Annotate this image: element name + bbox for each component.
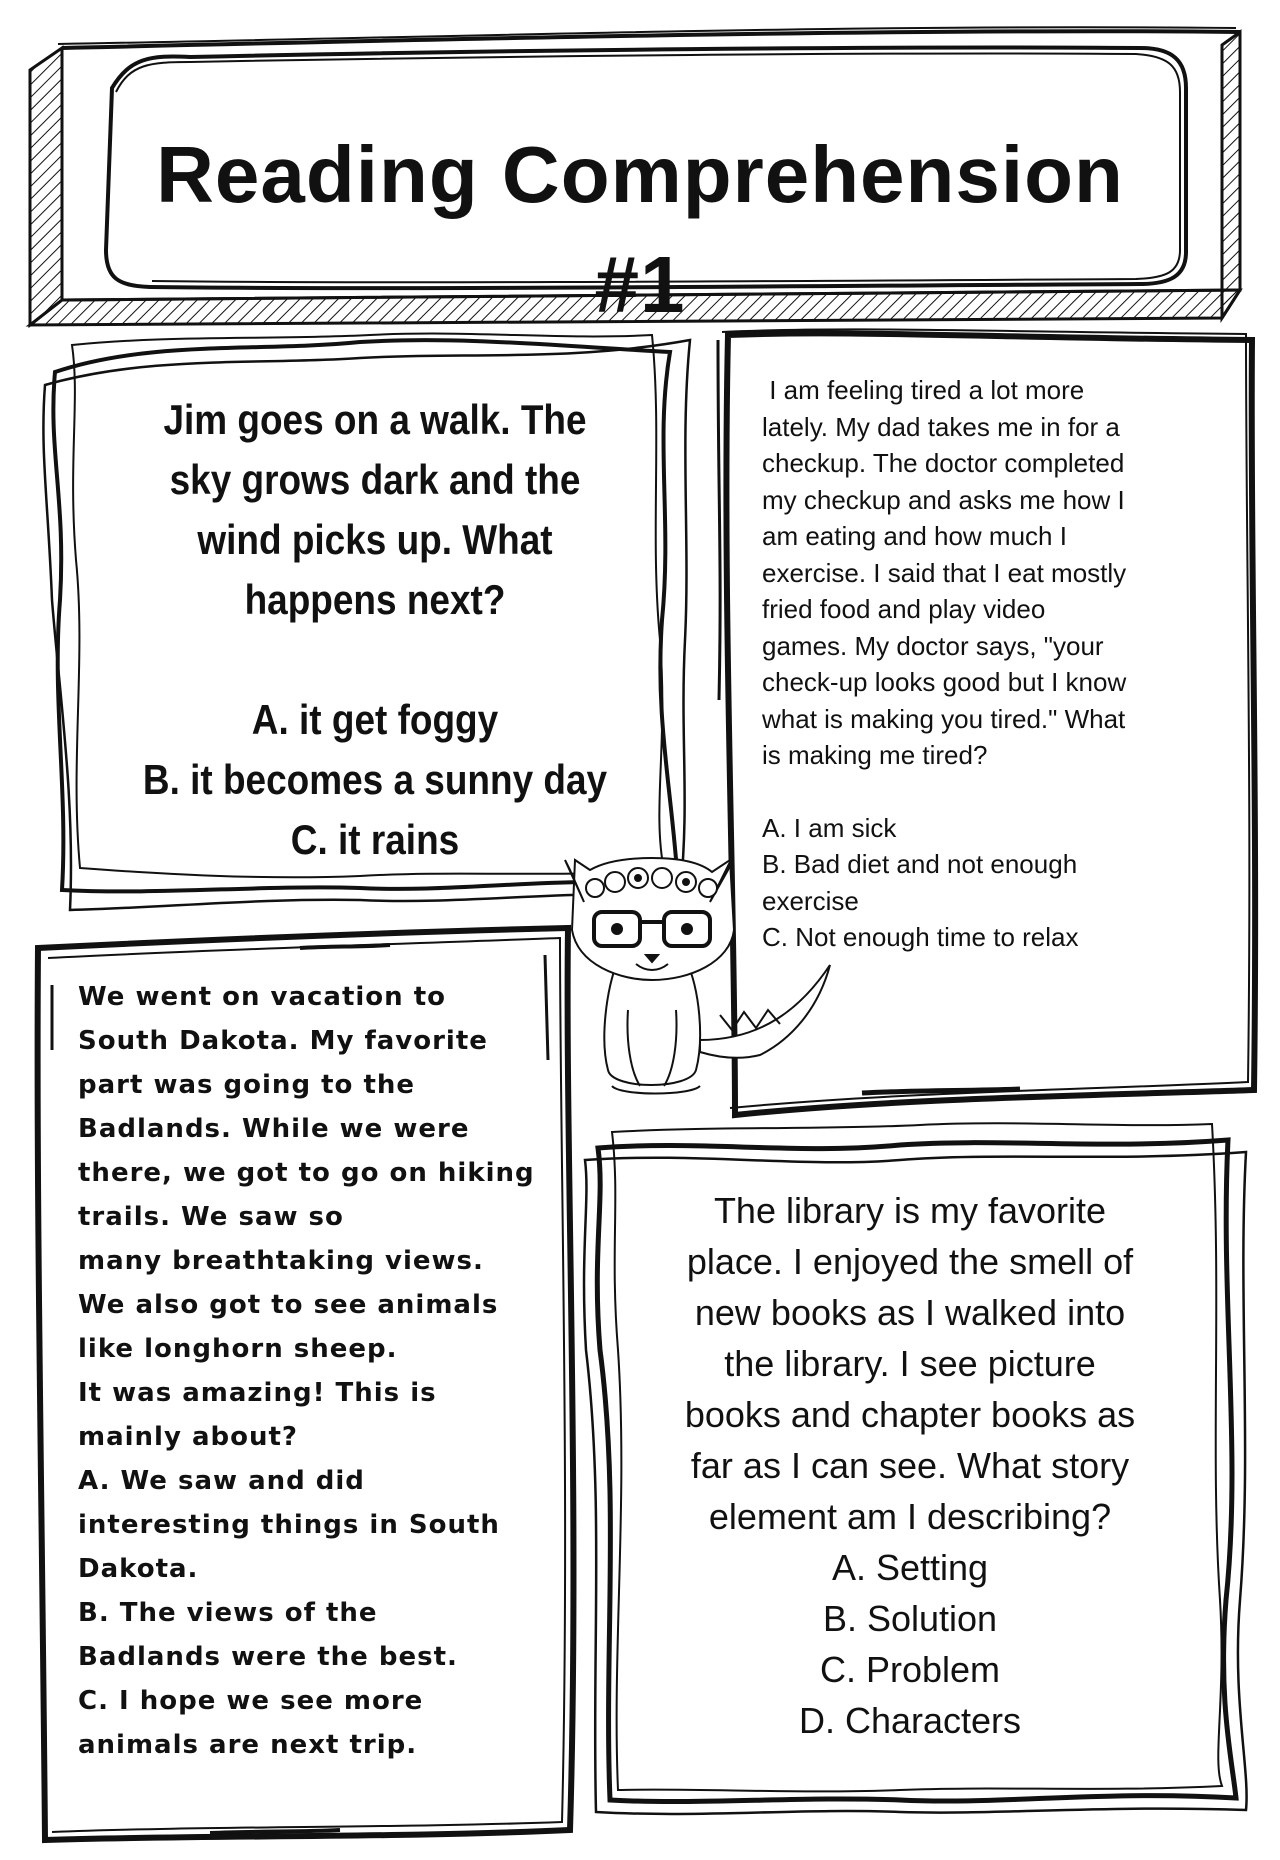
passage-line: fried food and play video: [762, 594, 1046, 624]
passage-line: place. I enjoyed the smell of: [686, 1241, 1134, 1282]
answer-option-b-continued: Badlands were the best.: [78, 1642, 458, 1672]
passage-line: We went on vacation to: [78, 982, 447, 1012]
passage-line: the library. I see picture: [724, 1343, 1096, 1384]
passage-line: many breathtaking views.: [78, 1246, 484, 1276]
passage-line: element am I describing?: [708, 1496, 1112, 1537]
passage-line: like longhorn sheep.: [78, 1334, 398, 1364]
answer-option-a: A. We saw and did: [78, 1466, 365, 1496]
passage-line: The library is my favorite: [713, 1190, 1107, 1231]
passage-line: It was amazing! This is: [78, 1378, 437, 1408]
passage-line: checkup. The doctor completed: [762, 448, 1125, 478]
passage-line: games. My doctor says, "your: [762, 630, 1104, 661]
passage-line: exercise. I said that I eat mostly: [762, 557, 1127, 588]
answer-option-a-continued: interesting things in South: [78, 1510, 500, 1540]
answer-option-b: B. Solution: [822, 1598, 998, 1639]
passage-line: trails. We saw so: [78, 1202, 344, 1232]
passage-line: books and chapter books as: [684, 1394, 1136, 1435]
answer-option-a: A. I am sick: [762, 812, 897, 843]
passage-line: Badlands. While we were: [78, 1114, 470, 1144]
passage-line: mainly about?: [78, 1422, 299, 1452]
passage-line: Jim goes on a walk. The: [163, 396, 587, 443]
passage-line: new books as I walked into: [694, 1292, 1126, 1333]
answer-option-a: A. Setting: [831, 1547, 989, 1588]
passage-line: wind picks up. What: [197, 516, 553, 563]
question3-card: [78, 975, 578, 1767]
answer-option-b: B. The views of the: [78, 1598, 378, 1628]
answer-option-c-continued: animals are next trip.: [78, 1730, 418, 1760]
question2-card: [762, 372, 1222, 956]
answer-option-b: B. it becomes a sunny day: [142, 756, 608, 803]
answer-option-b-continued: exercise: [762, 885, 859, 916]
answer-option-b: B. Bad diet and not enough: [762, 849, 1078, 879]
question4-card: [640, 1185, 1180, 1746]
question1-card: [129, 390, 622, 870]
answer-option-d: D. Characters: [798, 1700, 1022, 1741]
passage-line: check-up looks good but I know: [762, 667, 1127, 697]
answer-option-a: A. it get foggy: [251, 696, 499, 743]
answer-option-c: C. it rains: [290, 816, 460, 863]
passage-line: there, we got to go on hiking: [78, 1158, 535, 1188]
page-title: Reading Comprehension #1: [156, 130, 1124, 329]
passage-line: my checkup and asks me how I: [762, 484, 1125, 515]
passage-line: sky grows dark and the: [169, 456, 581, 503]
answer-option-a-continued: Dakota.: [78, 1554, 199, 1584]
passage-line: what is making you tired." What: [762, 703, 1126, 734]
passage-line: part was going to the: [78, 1070, 416, 1100]
passage-line: I am feeling tired a lot more: [762, 375, 1085, 405]
passage-line: happens next?: [244, 576, 506, 623]
passage-line: far as I can see. What story: [690, 1445, 1130, 1486]
passage-line: lately. My dad takes me in for a: [762, 411, 1120, 442]
answer-option-c: C. Not enough time to relax: [762, 922, 1079, 952]
answer-option-c: C. Problem: [819, 1649, 1001, 1690]
passage-line: South Dakota. My favorite: [78, 1026, 488, 1056]
answer-option-c: C. I hope we see more: [78, 1686, 424, 1716]
passage-line: We also got to see animals: [78, 1290, 499, 1320]
passage-line: is making me tired?: [762, 740, 988, 770]
passage-line: am eating and how much I: [762, 521, 1067, 551]
